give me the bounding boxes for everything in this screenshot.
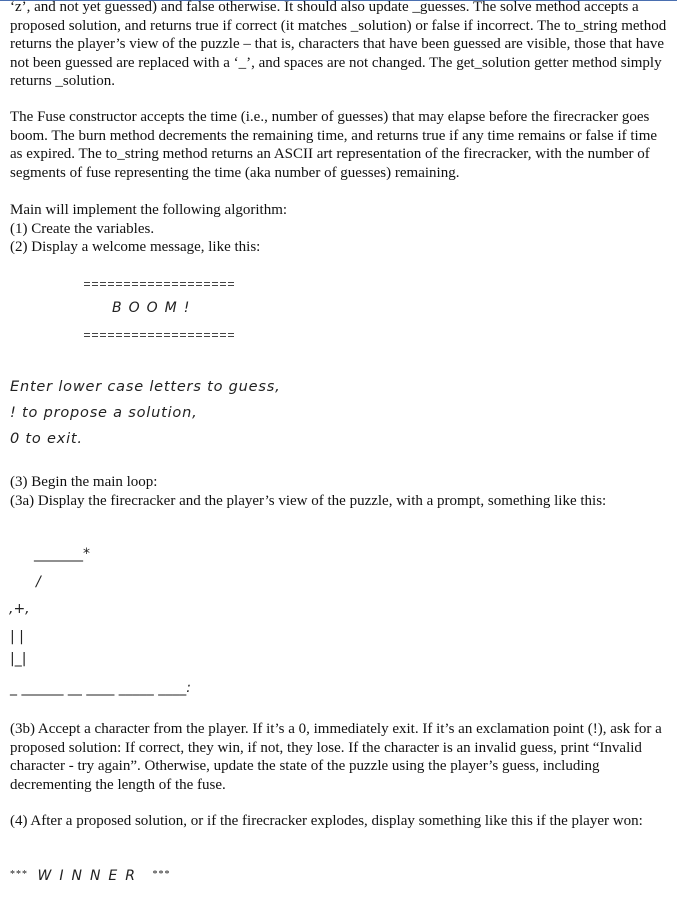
- paragraph-fuse-class: The Fuse constructor accepts the time (i.e., number of guesses) that may elapse before the firecracker goes boom. The burn method decrements the remaining time, and returns true if any time remains or false if time as expired. The to_string method returns an ASCII art representation of the firecracker, with the number of segments of fuse representing the time (aka number of guesses) remaining.: [10, 109, 658, 181]
- algorithm-heading: Main will implement the following algorithm:: [10, 202, 288, 218]
- step-2: (2) Display a welcome message, like this:: [10, 239, 261, 256]
- instruction-line-3: 0 to exit.: [10, 431, 83, 447]
- algorithm-intro: [10, 201, 670, 257]
- instruction-line-2: ! to propose a solution,: [10, 405, 198, 421]
- step-3a: (3a) Display the firecracker and the player’s view of the puzzle, with a prompt, something like this:: [10, 492, 607, 509]
- winner-stars-right: ***: [152, 869, 171, 880]
- fuse-line: _______*: [34, 546, 90, 562]
- paragraph-step-3b: (3b) Accept a character from the player. If it’s a 0, immediately exit. If it’s an exclamation point (!), ask for a proposed solution: If correct, they win, if not, they lose. If the character is an invalid guess, print “Invalid character - try again”. Otherwise, update the state of the puzzle using the player’s guess, including decrementing the length of the fuse.: [10, 721, 662, 793]
- firecracker-line-5: |_|: [10, 651, 27, 667]
- firecracker-line-4: | |: [10, 629, 24, 645]
- winner-text: WINNER: [37, 868, 143, 884]
- winner-stars-left: ***: [10, 869, 28, 880]
- step-1: (1) Create the variables.: [10, 220, 155, 237]
- puzzle-view: _ ______ __ ____ _____ ____:: [10, 680, 191, 696]
- firecracker-line-3: ,+,: [9, 601, 30, 617]
- step-3: (3) Begin the main loop:: [10, 474, 158, 490]
- paragraph-word-class: ‘z’, and not yet guessed) and false otherwise. It should also update _guesses. The solve method accepts a proposed solution, and returns true if correct (it matches _solution) or false if incorrect. The to_string method returns the player’s view of the puzzle – that is, characters that have been guessed are visible, those that have not been guessed are replaced with a ‘_’, and spaces are not changed. The get_solution getter method simply returns _solution.: [10, 0, 667, 90]
- winner-banner: [10, 868, 171, 885]
- banner-top-rule: [84, 282, 234, 286]
- paragraph-step-4: (4) After a proposed solution, or if the firecracker explodes, display something like this if the player won:: [10, 813, 643, 829]
- main-loop-intro: [10, 473, 670, 510]
- firecracker-line-2: /: [36, 574, 41, 590]
- instruction-line-1: Enter lower case letters to guess,: [10, 379, 281, 395]
- boom-banner-text: BOOM!: [112, 300, 197, 316]
- banner-bottom-rule: [84, 333, 234, 337]
